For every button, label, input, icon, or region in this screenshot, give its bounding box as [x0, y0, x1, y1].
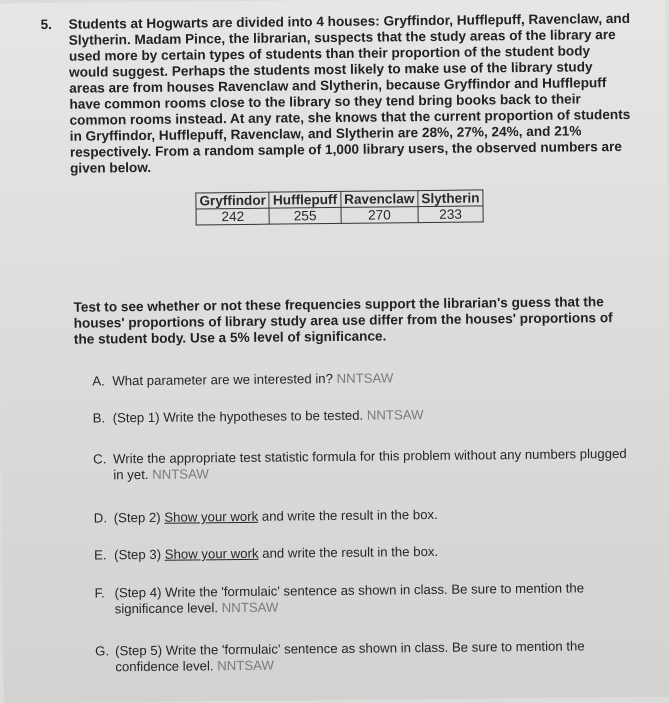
value-ravenclaw: 270: [341, 207, 418, 224]
question-f-note: NNTSAW: [221, 599, 279, 616]
value-hufflepuff: 255: [269, 207, 340, 224]
question-d-show-work: Show your work: [164, 508, 259, 525]
question-f-letter: F.: [94, 585, 105, 601]
question-g-letter: G.: [95, 643, 110, 659]
header-ravenclaw: Ravenclaw: [340, 191, 417, 208]
question-f: [94, 580, 639, 618]
question-b-note: NNTSAW: [366, 407, 424, 423]
header-slytherin: Slytherin: [418, 190, 483, 207]
question-d-post: and write the result in the box.: [261, 506, 438, 524]
question-f-text: (Step 4) Write the 'formulaic' sentence as shown in class. Be sure to mention the significance level.: [114, 580, 585, 617]
header-gryffindor: Gryffindor: [196, 192, 270, 209]
value-slytherin: 233: [418, 206, 483, 223]
question-a-letter: A.: [92, 373, 105, 389]
question-b: [93, 405, 638, 427]
question-g-note: NNTSAW: [217, 657, 274, 674]
table-values-row: [196, 206, 483, 225]
question-c-note: NNTSAW: [152, 466, 209, 482]
header-hufflepuff: Hufflepuff: [269, 191, 340, 208]
question-d: [94, 505, 639, 527]
question-c: [93, 446, 638, 484]
question-c-text: Write the appropriate test statistic formula for this problem without any numbers plugged in yet.: [113, 445, 627, 483]
problem-text: Students at Hogwarts are divided into 4 houses: Gryffindor, Hufflepuff, Ravenclaw, and Slytherin. Madam Pince, the librarian, suspects that the study areas of the library are used more by certain types of students than their proportion of the student body would suggest. Perhaps the students most likely to make use of the library study areas are from houses Ravenclaw and Slytherin, because Gryffindor and Hufflepuff have common rooms close to the library so they tend bring books back to their common rooms instead. At any rate, she knows that the current proportion of students in Gryffindor, Hufflepuff, Ravenclaw, and Slytherin are 28%, 27%, 24%, and 21% respectively. From a random sample of 1,000 library users, the observed numbers are given below.: [68, 10, 631, 176]
test-prompt: Test to see whether or not these frequencies support the librarian's guess that the houses' proportions of library study area use differ from the houses' proportions of the student body. Use a 5% level of significance.: [73, 294, 613, 347]
question-e: [94, 542, 639, 564]
problem-statement: [40, 11, 632, 177]
value-gryffindor: 242: [196, 208, 270, 225]
question-e-post: and write the result in the box.: [262, 543, 439, 561]
problem-number: 5.: [40, 16, 52, 33]
question-a: [92, 368, 637, 390]
question-d-letter: D.: [93, 510, 108, 526]
question-a-note: NNTSAW: [336, 370, 394, 386]
question-g-text: (Step 5) Write the 'formulaic' sentence as shown in class. Be sure to mention the confidence level.: [115, 638, 585, 675]
question-e-letter: E.: [94, 547, 107, 563]
question-b-letter: B.: [92, 410, 106, 426]
question-e-pre: (Step 3): [114, 546, 162, 563]
question-e-show-work: Show your work: [164, 545, 259, 562]
question-c-letter: C.: [93, 451, 107, 467]
observed-counts-table: [195, 189, 483, 225]
question-b-text: (Step 1) Write the hypotheses to be tested.: [112, 407, 364, 426]
question-g: [95, 638, 640, 676]
question-d-pre: (Step 2): [113, 509, 161, 526]
question-a-text: What parameter are we interested in?: [112, 371, 334, 389]
